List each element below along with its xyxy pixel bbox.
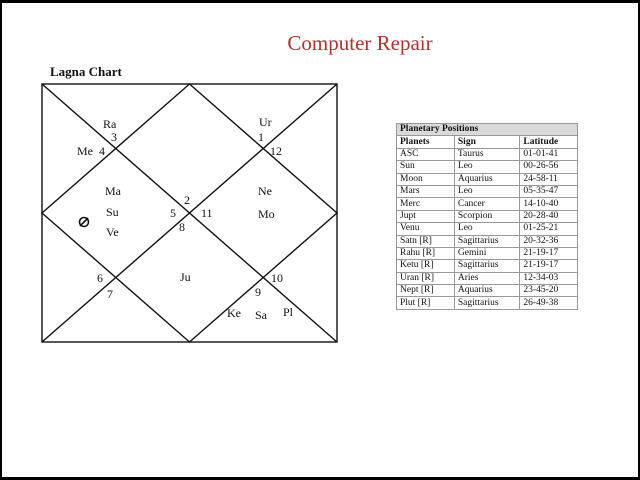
page-title: Computer Repair <box>287 31 433 55</box>
cell-sign: Leo <box>454 185 520 197</box>
header-planets: Planets <box>397 136 455 148</box>
table-row <box>397 297 578 309</box>
table-row <box>397 198 578 210</box>
cell-planet: Satn [R] <box>397 235 455 247</box>
table-row <box>397 185 578 197</box>
table-row <box>397 173 578 185</box>
table-caption: Planetary Positions <box>397 124 578 136</box>
cell-sign: Sagittarius <box>454 297 520 309</box>
cell-latitude: 12-34-03 <box>520 272 578 284</box>
cell-planet: Merc <box>397 198 455 210</box>
planet-ke: Ke <box>227 306 241 320</box>
cell-planet: Jupt <box>397 210 455 222</box>
table-row <box>397 285 578 297</box>
cell-planet: Nept [R] <box>397 285 455 297</box>
cell-planet: Ketu [R] <box>397 260 455 272</box>
house-number-4: 4 <box>99 144 105 158</box>
table-row <box>397 210 578 222</box>
cell-sign: Leo <box>454 161 520 173</box>
house-number-3: 3 <box>111 130 117 144</box>
null-symbol-icon <box>80 218 89 227</box>
cell-sign: Aries <box>454 272 520 284</box>
cell-planet: Rahu [R] <box>397 247 455 259</box>
cell-latitude: 21-19-17 <box>520 260 578 272</box>
cell-planet: Mars <box>397 185 455 197</box>
cell-sign: Sagittarius <box>454 235 520 247</box>
cell-latitude: 01-25-21 <box>520 223 578 235</box>
house-number-8: 8 <box>179 220 185 234</box>
table-row <box>397 223 578 235</box>
house-number-1: 1 <box>258 130 264 144</box>
table-row <box>397 247 578 259</box>
planet-sa: Sa <box>255 308 267 322</box>
cell-planet: Plut [R] <box>397 297 455 309</box>
planet-mo: Mo <box>258 207 275 221</box>
cell-sign: Scorpion <box>454 210 520 222</box>
cell-latitude: 21-19-17 <box>520 247 578 259</box>
cell-planet: Moon <box>397 173 455 185</box>
cell-planet: ASC <box>397 148 455 160</box>
house-number-12: 12 <box>270 144 282 158</box>
planet-ne: Ne <box>258 184 272 198</box>
table-row <box>397 235 578 247</box>
planet-ma: Ma <box>105 184 121 198</box>
table-caption-row <box>397 124 578 136</box>
planet-su: Su <box>106 205 119 219</box>
cell-latitude: 26-49-38 <box>520 297 578 309</box>
planet-ju: Ju <box>180 270 191 284</box>
table-header-row <box>397 136 578 148</box>
cell-latitude: 20-28-40 <box>520 210 578 222</box>
cell-latitude: 14-10-40 <box>520 198 578 210</box>
cell-planet: Uran [R] <box>397 272 455 284</box>
cell-sign: Sagittarius <box>454 260 520 272</box>
planetary-positions-table <box>396 123 578 310</box>
cell-sign: Gemini <box>454 247 520 259</box>
cell-planet: Sun <box>397 161 455 173</box>
cell-sign: Cancer <box>454 198 520 210</box>
house-number-9: 9 <box>255 285 261 299</box>
cell-sign: Leo <box>454 223 520 235</box>
chart-label: Lagna Chart <box>50 64 122 79</box>
header-sign: Sign <box>454 136 520 148</box>
planet-ra: Ra <box>103 117 117 131</box>
cell-planet: Venu <box>397 223 455 235</box>
cell-latitude: 20-32-36 <box>520 235 578 247</box>
cell-latitude: 05-35-47 <box>520 185 578 197</box>
planet-ur: Ur <box>259 115 272 129</box>
planet-me: Me <box>77 144 93 158</box>
table-row <box>397 260 578 272</box>
house-number-5: 5 <box>170 206 176 220</box>
cell-sign: Aquarius <box>454 173 520 185</box>
table-row <box>397 161 578 173</box>
cell-sign: Taurus <box>454 148 520 160</box>
cell-latitude: 01-01-41 <box>520 148 578 160</box>
house-number-2: 2 <box>184 193 190 207</box>
house-number-11: 11 <box>201 206 213 220</box>
house-number-7: 7 <box>107 287 113 301</box>
table-body <box>397 148 578 309</box>
header-latitude: Latitude <box>520 136 578 148</box>
planet-pl: Pl <box>283 305 294 319</box>
house-number-6: 6 <box>97 271 103 285</box>
cell-sign: Aquarius <box>454 285 520 297</box>
planet-ve: Ve <box>106 225 119 239</box>
house-number-10: 10 <box>271 271 283 285</box>
chart-grid <box>42 84 337 342</box>
table-row <box>397 272 578 284</box>
cell-latitude: 00-26-56 <box>520 161 578 173</box>
cell-latitude: 23-45-20 <box>520 285 578 297</box>
cell-latitude: 24-58-11 <box>520 173 578 185</box>
table-row <box>397 148 578 160</box>
